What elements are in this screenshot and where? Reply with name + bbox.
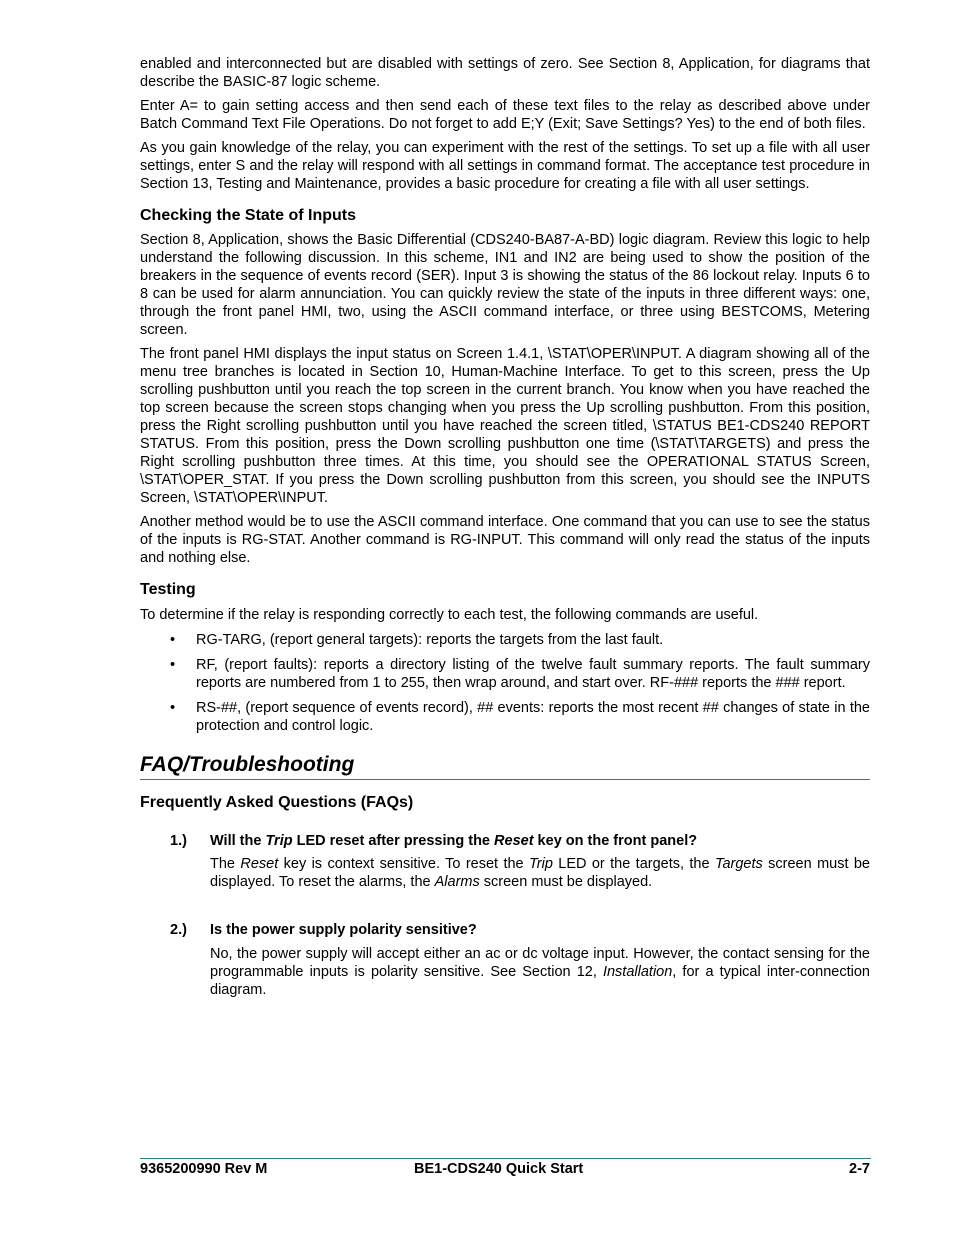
faq-section-title: FAQ/Troubleshooting (140, 752, 870, 780)
intro-paragraph-3: As you gain knowledge of the relay, you can experiment with the rest of the settings. To set up a file with all user settings, enter S and the relay will respond with all settings in command format. The acceptance test procedure in Section 13, Testing and Maintenance, provides a basic procedure for creating a file with all user settings. (140, 140, 870, 192)
testing-heading: Testing (140, 581, 196, 598)
intro-paragraph-1: enabled and interconnected but are disabled with settings of zero. See Section 8, Application, for diagrams that describe the BASIC-87 logic scheme. (140, 56, 870, 90)
faq-answer-2: No, the power supply will accept either an ac or dc voltage input. However, the contact sensing for the programmable inputs is polarity sensitive. See Section 12, Installation, for a typical inter-connection diagram. (210, 946, 870, 998)
footer-divider (140, 1158, 871, 1159)
inputs-paragraph-2: The front panel HMI displays the input status on Screen 1.4.1, \STAT\OPER\INPUT. A diagram showing all of the menu tree branches is located in Section 10, Human-Machine Interface. To get to this screen, press the Up scrolling pushbutton until you reach the top screen in the current branch. You know when you have reached the top screen because the screen stops changing when you press the Up scrolling pushbutton. From this position, press the Right scrolling pushbutton until you have reached the screen titled, \STATUS BE1-CDS240 REPORT STATUS. From this position, press the Down scrolling pushbutton one time (\STAT\TARGETS) and press the Right scrolling pushbutton three times. At this time, you should see the OPERATIONAL STATUS Screen, \STAT\OPER_STAT. If you press the Down scrolling pushbutton from this screen, you should see the INPUTS Screen, \STAT\OPER\INPUT. (140, 346, 870, 506)
faq-question-2: 2.) Is the power supply polarity sensitive? (170, 922, 477, 938)
testing-paragraph: To determine if the relay is responding correctly to each test, the following commands are useful. (140, 607, 759, 623)
page-number: 2-7 (849, 1161, 870, 1177)
page-content (140, 55, 870, 999)
inputs-paragraph-1: Section 8, Application, shows the Basic Differential (CDS240-BA87-A-BD) logic diagram. Review this logic to help understand the following discussion. In this scheme, IN1 and IN2 are being used to show the position of the breakers in the sequence of events record (SER). Input 3 is showing the status of the 86 lockout relay. Inputs 6 to 8 can be used for alarm annunciation. You can quickly review the state of the inputs in three different ways: one, through the front panel HMI, two, using the ASCII command interface, or three using BESTCOMS, Metering screen. (140, 232, 870, 338)
faq-answer-1: The Reset key is context sensitive. To reset the Trip LED or the targets, the Targets screen must be displayed. To reset the alarms, the Alarms screen must be displayed. (210, 856, 870, 890)
document-number: 9365200990 Rev M (140, 1161, 268, 1177)
testing-command-list (140, 631, 870, 735)
bullet: • (170, 632, 176, 648)
bullet: • (170, 657, 176, 673)
document-title: BE1-CDS240 Quick Start (414, 1161, 584, 1177)
inputs-heading: Checking the State of Inputs (140, 207, 357, 224)
list-item: • RS-##, (report sequence of events record), ## events: reports the most recent ## changes of state in the protection and control logic. (170, 700, 870, 734)
faq-heading: Frequently Asked Questions (FAQs) (140, 794, 414, 811)
bullet: • (170, 700, 176, 716)
intro-paragraph-2: Enter A= to gain setting access and then send each of these text files to the relay as described above under Batch Command Text File Operations. Do not forget to add E;Y (Exit; Save Settings? Yes) to the end of both files. (140, 98, 870, 132)
list-item: • RF, (report faults): reports a directory listing of the twelve fault summary reports. The fault summary reports are numbered from 1 to 255, then wrap around, and start over. RF-### reports the ### report. (170, 657, 870, 691)
list-item: • RG-TARG, (report general targets): reports the targets from the last fault. (170, 632, 664, 648)
inputs-paragraph-3: Another method would be to use the ASCII command interface. One command that you can use to see the status of the inputs is RG-STAT. Another command is RG-INPUT. This command will only read the status of the inputs and nothing else. (140, 514, 870, 566)
faq-question-1: 1.) Will the Trip LED reset after pressing the Reset key on the front panel? (170, 833, 698, 849)
